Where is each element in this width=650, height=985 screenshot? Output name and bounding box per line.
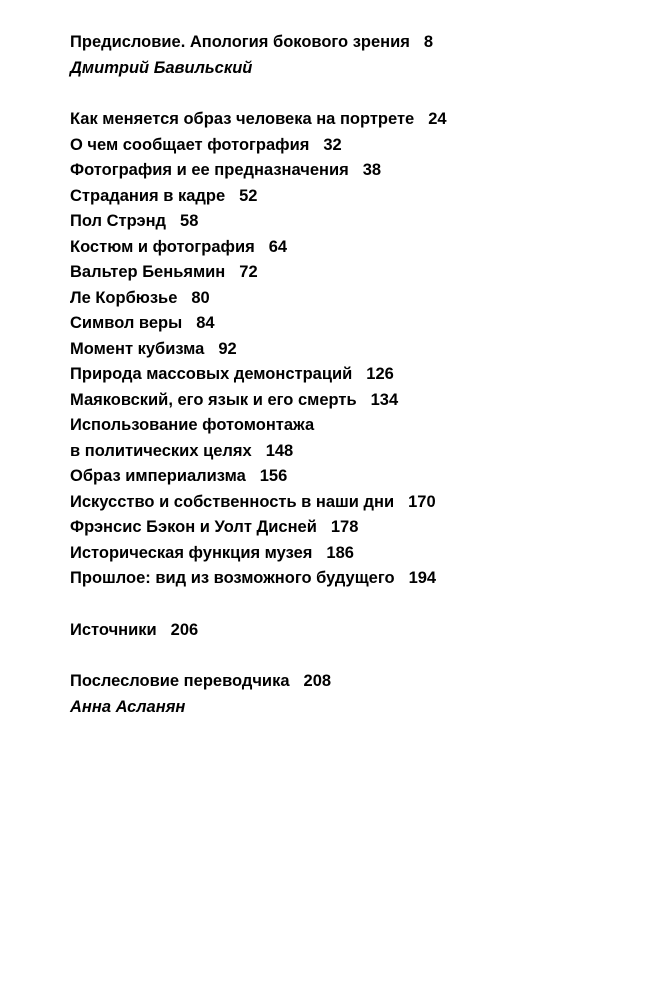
toc-entry-chapter-3[interactable]: [70, 158, 590, 184]
toc-entry-page: 24: [428, 110, 447, 128]
toc-entry-page: 194: [408, 569, 437, 587]
toc-entry-title: Пол Стрэнд: [70, 212, 167, 230]
table-of-contents: [70, 30, 590, 720]
toc-entry-chapter-4[interactable]: [70, 184, 590, 210]
toc-entry-page: 186: [326, 543, 354, 562]
toc-entry-chapter-13-line2[interactable]: [70, 439, 590, 465]
toc-entry-page: 58: [180, 212, 199, 230]
section-gap-2: [70, 643, 590, 669]
toc-entry-afterword[interactable]: [70, 669, 590, 695]
toc-entry-title: О чем сообщает фотография: [70, 135, 310, 154]
toc-entry-title: Природа массовых демонстраций: [70, 365, 353, 383]
toc-entry-page: 178: [330, 518, 359, 536]
toc-entry-title: Предисловие. Апология бокового зрения: [70, 33, 410, 51]
toc-entry-chapter-8[interactable]: [70, 286, 590, 312]
toc-entry-chapter-16[interactable]: [70, 515, 590, 541]
toc-entry-page: 148: [265, 441, 294, 460]
toc-entry-page: 80: [191, 288, 210, 307]
toc-entry-title: Фотография и ее предназначения: [70, 161, 349, 179]
section-gap: [70, 592, 590, 618]
afterword-author: Анна Асланян: [70, 697, 186, 716]
toc-entry-chapter-17[interactable]: [70, 541, 590, 567]
toc-entry-page: 208: [303, 672, 332, 690]
toc-entry-title: Искусство и собственность в наши дни: [70, 492, 395, 511]
toc-entry-page: 126: [366, 365, 394, 383]
toc-entry-sources[interactable]: [70, 618, 590, 644]
toc-entry-chapter-10[interactable]: [70, 337, 590, 363]
toc-entry-title: Вальтер Беньямин: [70, 263, 226, 281]
toc-entry-page: 84: [196, 314, 215, 332]
toc-entry-title: Ле Корбюзье: [70, 288, 178, 307]
toc-entry-chapter-6[interactable]: [70, 235, 590, 261]
toc-entry-page: 156: [259, 467, 288, 485]
toc-entry-chapter-7[interactable]: [70, 260, 590, 286]
toc-entry-chapter-15[interactable]: [70, 490, 590, 516]
toc-entry-chapter-2[interactable]: [70, 133, 590, 159]
toc-entry-title: Маяковский, его язык и его смерть: [70, 390, 357, 409]
toc-entry-page: 64: [268, 237, 288, 256]
toc-entry-title: Момент кубизма: [70, 339, 205, 358]
toc-entry-chapter-13-line1[interactable]: [70, 413, 590, 439]
toc-entry-title: Источники: [70, 620, 157, 639]
toc-entry-chapter-11[interactable]: [70, 362, 590, 388]
chapter-list: [70, 107, 590, 592]
toc-entry-chapter-12[interactable]: [70, 388, 590, 414]
toc-entry-title-continued: в политических целях: [70, 441, 252, 460]
toc-entry-title: Историческая функция музея: [70, 543, 313, 562]
toc-entry-chapter-5[interactable]: [70, 209, 590, 235]
preface-group: [70, 30, 590, 81]
toc-entry-title: Прошлое: вид из возможного будущего: [70, 569, 395, 587]
toc-entry-chapter-18[interactable]: [70, 566, 590, 592]
toc-entry-page: 52: [239, 186, 258, 205]
toc-entry-page: 92: [218, 339, 237, 358]
toc-entry-title: Образ империализма: [70, 467, 246, 485]
toc-entry-title: Фрэнсис Бэкон и Уолт Дисней: [70, 518, 317, 536]
toc-entry-chapter-9[interactable]: [70, 311, 590, 337]
toc-entry-page: 134: [370, 390, 399, 409]
toc-entry-title: Страдания в кадре: [70, 186, 226, 205]
toc-entry-chapter-14[interactable]: [70, 464, 590, 490]
toc-entry-page: 72: [239, 263, 258, 281]
toc-entry-title: Костюм и фотография: [70, 237, 255, 256]
toc-entry-title: Как меняется образ человека на портрете: [70, 110, 415, 128]
preface-author: Дмитрий Бавильский: [70, 58, 253, 77]
toc-entry-page: 38: [362, 161, 382, 179]
toc-entry-title: Использование фотомонтажа: [70, 416, 315, 434]
toc-entry-page: 8: [423, 33, 434, 51]
toc-entry-chapter-1[interactable]: [70, 107, 590, 133]
toc-entry-page: 170: [408, 492, 436, 511]
sources-group: [70, 618, 590, 644]
toc-entry-page: 206: [170, 620, 199, 639]
toc-entry-preface[interactable]: [70, 30, 590, 56]
toc-entry-title: Послесловие переводчика: [70, 672, 290, 690]
afterword-group: [70, 669, 590, 720]
toc-entry-page: 32: [323, 135, 342, 154]
toc-entry-title: Символ веры: [70, 314, 183, 332]
